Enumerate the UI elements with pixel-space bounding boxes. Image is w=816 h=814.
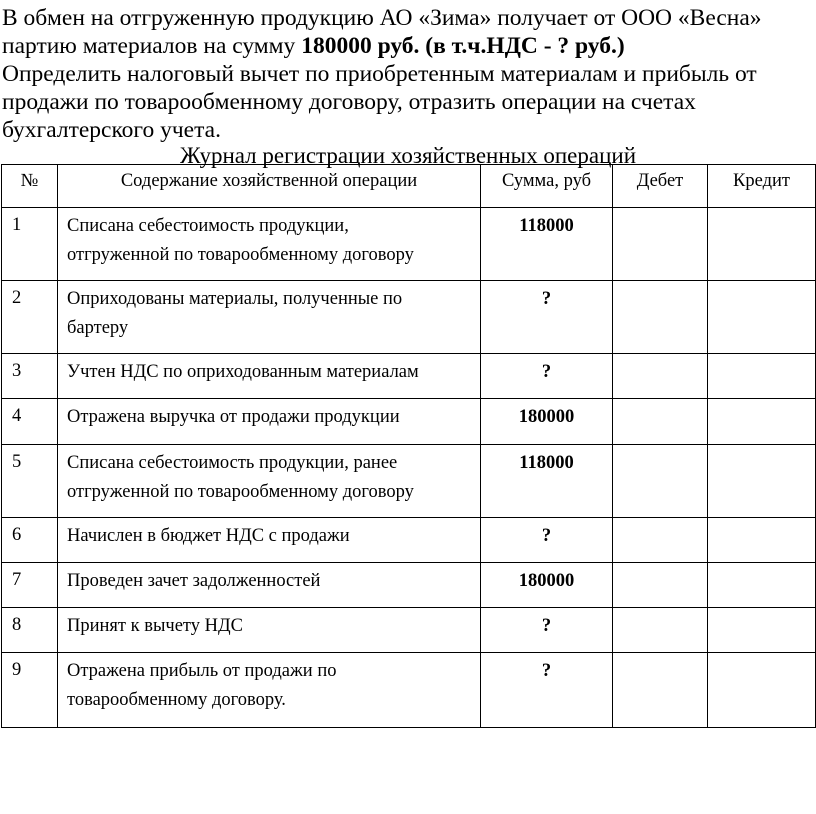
row-description-line: Списана себестоимость продукции, — [67, 216, 349, 236]
row-debit — [613, 399, 708, 445]
row-num: 6 — [2, 518, 58, 563]
row-credit — [708, 399, 816, 445]
task-line-2-amount: 180000 руб. (в т.ч.НДС - ? руб.) — [301, 33, 625, 59]
row-debit — [613, 208, 708, 281]
row-credit — [708, 208, 816, 281]
row-debit — [613, 445, 708, 518]
row-num: 4 — [2, 399, 58, 445]
row-num: 1 — [2, 208, 58, 281]
row-description-line: отгруженной по товарообменному договору — [67, 482, 414, 502]
task-line-2 — [2, 32, 814, 60]
row-description-line: Отражена выручка от продажи продукции — [67, 407, 400, 427]
row-num: 2 — [2, 281, 58, 354]
header-credit: Кредит — [708, 165, 816, 208]
table-row — [2, 281, 816, 354]
task-line-1: В обмен на отгруженную продукцию АО «Зима» получает от ООО «Весна» — [2, 5, 762, 31]
header-debit: Дебет — [613, 165, 708, 208]
row-description — [58, 653, 481, 728]
row-description-line: Принят к вычету НДС — [67, 616, 243, 636]
row-debit — [613, 653, 708, 728]
row-num: 5 — [2, 445, 58, 518]
table-row — [2, 399, 816, 445]
row-sum: 180000 — [481, 399, 613, 445]
header-description: Содержание хозяйственной операции — [58, 165, 481, 208]
row-debit — [613, 281, 708, 354]
row-num: 9 — [2, 653, 58, 728]
row-debit — [613, 563, 708, 608]
row-num: 7 — [2, 563, 58, 608]
row-debit — [613, 518, 708, 563]
row-sum: ? — [481, 608, 613, 653]
row-credit — [708, 518, 816, 563]
row-description-line: Списана себестоимость продукции, ранее — [67, 453, 398, 473]
journal-table — [1, 164, 816, 728]
task-line-3: Определить налоговый вычет по приобретенным материалам и прибыль от — [2, 61, 757, 87]
row-num: 3 — [2, 354, 58, 399]
row-sum: ? — [481, 354, 613, 399]
table-row — [2, 608, 816, 653]
row-description-line: товарообменному договору. — [67, 690, 286, 710]
table-row — [2, 518, 816, 563]
row-credit — [708, 608, 816, 653]
row-sum: ? — [481, 653, 613, 728]
task-line-4: продажи по товарообменному договору, отразить операции на счетах — [2, 89, 696, 115]
row-description-line: бартеру — [67, 318, 129, 338]
table-row — [2, 445, 816, 518]
task-line-2-prefix: партию материалов на сумму — [2, 33, 302, 59]
row-description — [58, 399, 481, 445]
row-num: 8 — [2, 608, 58, 653]
table-row — [2, 354, 816, 399]
row-description — [58, 608, 481, 653]
row-description-line: Проведен зачет задолженностей — [67, 571, 321, 591]
table-row — [2, 208, 816, 281]
row-description-line: Отражена прибыль от продажи по — [67, 661, 337, 681]
row-description-line: Начислен в бюджет НДС с продажи — [67, 526, 350, 546]
table-header-row — [2, 165, 816, 208]
row-sum: ? — [481, 518, 613, 563]
row-description — [58, 354, 481, 399]
row-description — [58, 518, 481, 563]
row-description-line: Оприходованы материалы, полученные по — [67, 289, 403, 309]
row-credit — [708, 281, 816, 354]
row-credit — [708, 445, 816, 518]
task-statement — [2, 4, 814, 144]
row-sum: 118000 — [481, 208, 613, 281]
row-description-line: Учтен НДС по оприходованным материалам — [67, 362, 419, 382]
row-sum: 118000 — [481, 445, 613, 518]
row-description-line: отгруженной по товарообменному договору — [67, 245, 414, 265]
header-sum: Сумма, руб — [481, 165, 613, 208]
table-row — [2, 563, 816, 608]
row-debit — [613, 354, 708, 399]
row-description — [58, 563, 481, 608]
row-credit — [708, 563, 816, 608]
table-row — [2, 653, 816, 728]
row-description — [58, 445, 481, 518]
row-debit — [613, 608, 708, 653]
row-description — [58, 208, 481, 281]
task-line-5: бухгалтерского учета. — [2, 117, 221, 143]
row-credit — [708, 653, 816, 728]
journal-title: Журнал регистрации хозяйственных операций — [179, 143, 637, 168]
row-sum: ? — [481, 281, 613, 354]
row-sum: 180000 — [481, 563, 613, 608]
row-description — [58, 281, 481, 354]
header-num: № — [2, 165, 58, 208]
row-credit — [708, 354, 816, 399]
